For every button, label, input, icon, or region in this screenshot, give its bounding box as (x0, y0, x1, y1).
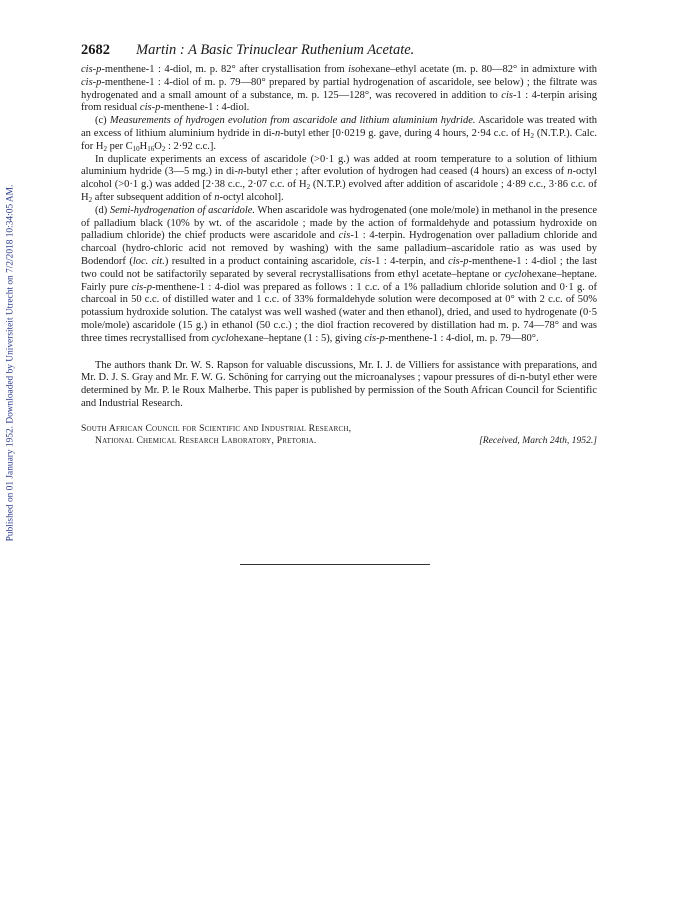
article-page (81, 42, 597, 448)
paragraph-hydrogen-evolution: (c) Measurements of hydrogen evolution from ascaridole and lithium aluminium hydride. Ascaridole was treated with an excess of lithium aluminium hydride in di-n-butyl ether [0·0219 g. gave, during 4 hours, 2·94 c.c. of $H_2$ (N.T.P.). Calc. for $H_2$ per $C_{10}H_{16}O_2$ : 2·92 c.c.]. (81, 115, 597, 153)
section-heading-hydrogen-evolution: Measurements of hydrogen evolution from ascaridole and lithium aluminium hydride. (109, 115, 476, 127)
affiliation-line-1: South African Council for Scientific and Industrial Research, (81, 422, 352, 434)
section-heading-semi-hydrogenation: Semi-hydrogenation of ascaridole. (109, 204, 256, 216)
affiliation-block (81, 423, 597, 448)
page-number: 2682 (81, 42, 110, 58)
acknowledgements: The authors thank Dr. W. S. Rapson for valuable discussions, Mr. I. J. de Villiers for assistance with preparations, and Mr. D. J. S. Gray and Mr. F. W. G. Schöning for carrying out the microanalyses ; vapour pressures of di-n-butyl ether were determined by Mr. P. le Roux Malherbe. This paper is published by permission of the South African Council for Scientific and Industrial Research. (81, 359, 597, 409)
end-rule (240, 564, 430, 565)
download-notice: Published on 01 January 1952. Downloaded by Universiteit Utrecht on 7/2/2018 10:34:05 AM. (5, 184, 15, 542)
paragraph-diol-crystallisation: cis-p-menthene-1 : 4-diol, m. p. 82° after crystallisation from isohexane–ethyl acetate (m. p. 80—82° in admixture with cis-p-menthene-1 : 4-diol of m. p. 79—80° prepared by partial hydrogenation of ascaridole, see below) ; the filtrate was hydrogenated and a small amount of a substance, m. p. 125—128°, was recovered in addition to cis-1 : 4-terpin arising from residual cis-p-menthene-1 : 4-diol. (81, 64, 598, 114)
paragraph-semi-hydrogenation: (d) Semi-hydrogenation of ascaridole. When ascaridole was hydrogenated (one mole/mole) in methanol in the presence of palladium black (10% by wt. of the ascaridole ; made by the action of formaldehyde and potassium hydroxide on palladium chloride) the chief products were ascaridole and cis-1 : 4-terpin. Hydrogenation over palladium chloride and charcoal (hydro-chloric acid not removed by washing) with the same palladium–ascaridole ratio as was used by Bodendorf (loc. cit.) resulted in a product containing ascaridole, cis-1 : 4-terpin, and cis-p-menthene-1 : 4-diol ; the last two could not be satifactorily separated by several recrystallisations from ethyl acetate–heptane or cyclohexane–heptane. Fairly pure cis-p-menthene-1 : 4-diol was prepared as follows : 1 c.c. of a 1% palladium chloride solution and 0·1 g. of charcoal in 50 c.c. of distilled water and 1 c.c. of 33% formaldehyde solution were decomposed at 0° with 2 c.c. of 50% potassium hydroxide solution. The catalyst was well washed (water and then ethanol), dried, and used to hydrogenate (0·5 mole/mole) ascaridole (15 g.) in ethanol (50 c.c.) ; the diol fraction recovered by distillation had m. p. 74—78° and was three times recrystallised from cyclohexane–heptane (1 : 5), giving cis-p-menthene-1 : 4-diol, m. p. 79—80°. (81, 204, 598, 344)
received-date: [Received, March 24th, 1952.] (479, 435, 597, 447)
running-title: Martin : A Basic Trinuclear Ruthenium Acetate. (136, 42, 415, 58)
affiliation-line-2 (81, 435, 597, 447)
download-notice-sidebar (2, 148, 18, 578)
paragraph-duplicate-experiments: In duplicate experiments an excess of ascaridole (>0·1 g.) was added at room temperature to a solution of lithium aluminium hydride (3—5 mg.) in di-n-butyl ether ; after evolution of hydrogen had ceased (4 hours) an excess of n-octyl alcohol (>0·1 g.) was added [2·38 c.c., 2·07 c.c. of $H_2$ (N.T.P.) evolved after addition of ascaridole ; 4·89 c.c., 3·86 c.c. of $H_2$ after subsequent addition of n-octyl alcohol]. (81, 153, 598, 204)
article-body (81, 64, 597, 411)
affiliation-institute: National Chemical Research Laboratory, Pretoria. (95, 435, 317, 447)
page-header (81, 42, 597, 64)
